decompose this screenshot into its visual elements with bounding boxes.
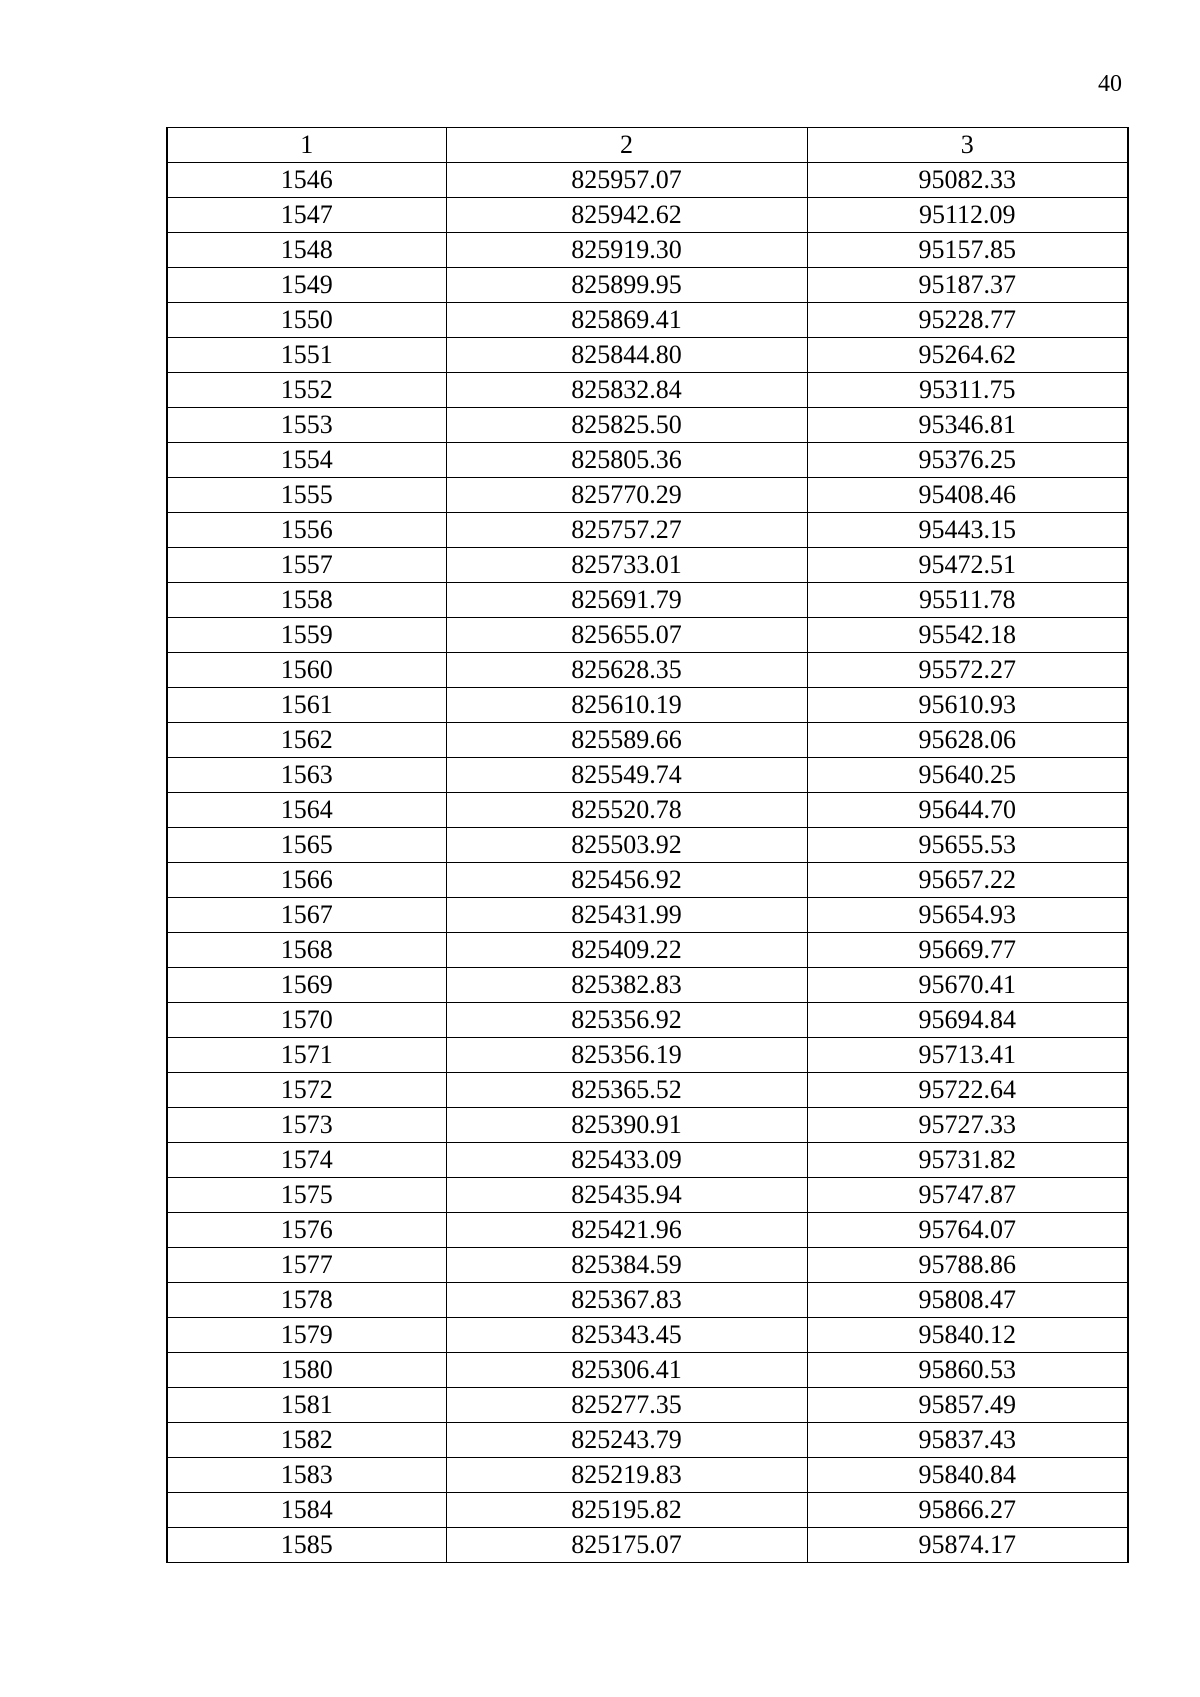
y-coordinate-cell: 95654.93 [807, 898, 1128, 933]
y-coordinate-cell: 95694.84 [807, 1003, 1128, 1038]
x-coordinate-cell: 825770.29 [446, 478, 807, 513]
x-coordinate-cell: 825825.50 [446, 408, 807, 443]
x-coordinate-cell: 825195.82 [446, 1493, 807, 1528]
table-row [167, 303, 1128, 338]
point-number-cell: 1566 [167, 863, 446, 898]
x-coordinate-cell: 825456.92 [446, 863, 807, 898]
point-number-cell: 1550 [167, 303, 446, 338]
y-coordinate-cell: 95808.47 [807, 1283, 1128, 1318]
x-coordinate-cell: 825306.41 [446, 1353, 807, 1388]
point-number-cell: 1567 [167, 898, 446, 933]
y-coordinate-cell: 95713.41 [807, 1038, 1128, 1073]
table-row [167, 163, 1128, 198]
x-coordinate-cell: 825899.95 [446, 268, 807, 303]
point-number-cell: 1563 [167, 758, 446, 793]
y-coordinate-cell: 95311.75 [807, 373, 1128, 408]
table-row [167, 793, 1128, 828]
table-row [167, 443, 1128, 478]
y-coordinate-cell: 95346.81 [807, 408, 1128, 443]
point-number-cell: 1582 [167, 1423, 446, 1458]
point-number-cell: 1562 [167, 723, 446, 758]
table-row [167, 1248, 1128, 1283]
x-coordinate-cell: 825919.30 [446, 233, 807, 268]
point-number-cell: 1547 [167, 198, 446, 233]
y-coordinate-cell: 95157.85 [807, 233, 1128, 268]
point-number-cell: 1574 [167, 1143, 446, 1178]
y-coordinate-cell: 95187.37 [807, 268, 1128, 303]
point-number-cell: 1559 [167, 618, 446, 653]
table-row [167, 548, 1128, 583]
point-number-cell: 1551 [167, 338, 446, 373]
y-coordinate-cell: 95722.64 [807, 1073, 1128, 1108]
point-number-cell: 1572 [167, 1073, 446, 1108]
table-row [167, 583, 1128, 618]
point-number-cell: 1560 [167, 653, 446, 688]
x-coordinate-cell: 825655.07 [446, 618, 807, 653]
coordinates-table-body [167, 128, 1128, 1563]
y-coordinate-cell: 95640.25 [807, 758, 1128, 793]
table-row [167, 863, 1128, 898]
x-coordinate-cell: 825219.83 [446, 1458, 807, 1493]
table-row [167, 1493, 1128, 1528]
x-coordinate-cell: 825243.79 [446, 1423, 807, 1458]
table-row [167, 828, 1128, 863]
point-number-cell: 1569 [167, 968, 446, 1003]
point-number-cell: 1546 [167, 163, 446, 198]
table-row [167, 968, 1128, 1003]
y-coordinate-cell: 95376.25 [807, 443, 1128, 478]
y-coordinate-cell: 95747.87 [807, 1178, 1128, 1213]
x-coordinate-cell: 825832.84 [446, 373, 807, 408]
y-coordinate-cell: 95511.78 [807, 583, 1128, 618]
y-coordinate-cell: 95228.77 [807, 303, 1128, 338]
point-number-cell: 1556 [167, 513, 446, 548]
table-header-row [167, 128, 1128, 163]
table-row [167, 1178, 1128, 1213]
x-coordinate-cell: 825175.07 [446, 1528, 807, 1563]
point-number-cell: 1580 [167, 1353, 446, 1388]
point-number-cell: 1581 [167, 1388, 446, 1423]
column-header-2: 2 [446, 128, 807, 163]
table-row [167, 478, 1128, 513]
point-number-cell: 1565 [167, 828, 446, 863]
y-coordinate-cell: 95644.70 [807, 793, 1128, 828]
y-coordinate-cell: 95866.27 [807, 1493, 1128, 1528]
point-number-cell: 1568 [167, 933, 446, 968]
table-row [167, 1003, 1128, 1038]
x-coordinate-cell: 825367.83 [446, 1283, 807, 1318]
table-row [167, 1388, 1128, 1423]
x-coordinate-cell: 825844.80 [446, 338, 807, 373]
table-row [167, 1143, 1128, 1178]
x-coordinate-cell: 825503.92 [446, 828, 807, 863]
table-row [167, 1528, 1128, 1563]
table-row [167, 268, 1128, 303]
table-row [167, 618, 1128, 653]
x-coordinate-cell: 825757.27 [446, 513, 807, 548]
y-coordinate-cell: 95727.33 [807, 1108, 1128, 1143]
table-row [167, 338, 1128, 373]
x-coordinate-cell: 825549.74 [446, 758, 807, 793]
table-row [167, 758, 1128, 793]
page-number: 40 [1098, 71, 1122, 97]
point-number-cell: 1584 [167, 1493, 446, 1528]
y-coordinate-cell: 95082.33 [807, 163, 1128, 198]
y-coordinate-cell: 95670.41 [807, 968, 1128, 1003]
point-number-cell: 1571 [167, 1038, 446, 1073]
point-number-cell: 1549 [167, 268, 446, 303]
table-row [167, 1038, 1128, 1073]
point-number-cell: 1578 [167, 1283, 446, 1318]
coordinates-table [166, 127, 1129, 1563]
point-number-cell: 1585 [167, 1528, 446, 1563]
table-row [167, 933, 1128, 968]
point-number-cell: 1577 [167, 1248, 446, 1283]
table-row [167, 688, 1128, 723]
x-coordinate-cell: 825733.01 [446, 548, 807, 583]
y-coordinate-cell: 95669.77 [807, 933, 1128, 968]
point-number-cell: 1553 [167, 408, 446, 443]
table-row [167, 233, 1128, 268]
point-number-cell: 1554 [167, 443, 446, 478]
x-coordinate-cell: 825356.92 [446, 1003, 807, 1038]
x-coordinate-cell: 825520.78 [446, 793, 807, 828]
table-row [167, 898, 1128, 933]
x-coordinate-cell: 825610.19 [446, 688, 807, 723]
y-coordinate-cell: 95655.53 [807, 828, 1128, 863]
y-coordinate-cell: 95840.84 [807, 1458, 1128, 1493]
y-coordinate-cell: 95610.93 [807, 688, 1128, 723]
table-row [167, 1318, 1128, 1353]
y-coordinate-cell: 95874.17 [807, 1528, 1128, 1563]
point-number-cell: 1573 [167, 1108, 446, 1143]
y-coordinate-cell: 95408.46 [807, 478, 1128, 513]
x-coordinate-cell: 825942.62 [446, 198, 807, 233]
x-coordinate-cell: 825277.35 [446, 1388, 807, 1423]
table-row [167, 723, 1128, 758]
y-coordinate-cell: 95860.53 [807, 1353, 1128, 1388]
x-coordinate-cell: 825431.99 [446, 898, 807, 933]
point-number-cell: 1564 [167, 793, 446, 828]
table-row [167, 373, 1128, 408]
table-row [167, 1283, 1128, 1318]
table-row [167, 1353, 1128, 1388]
x-coordinate-cell: 825589.66 [446, 723, 807, 758]
table-row [167, 1423, 1128, 1458]
y-coordinate-cell: 95788.86 [807, 1248, 1128, 1283]
y-coordinate-cell: 95840.12 [807, 1318, 1128, 1353]
point-number-cell: 1552 [167, 373, 446, 408]
table-row [167, 1108, 1128, 1143]
point-number-cell: 1558 [167, 583, 446, 618]
table-row [167, 1458, 1128, 1493]
x-coordinate-cell: 825384.59 [446, 1248, 807, 1283]
point-number-cell: 1575 [167, 1178, 446, 1213]
x-coordinate-cell: 825433.09 [446, 1143, 807, 1178]
x-coordinate-cell: 825356.19 [446, 1038, 807, 1073]
y-coordinate-cell: 95112.09 [807, 198, 1128, 233]
x-coordinate-cell: 825421.96 [446, 1213, 807, 1248]
y-coordinate-cell: 95472.51 [807, 548, 1128, 583]
table-row [167, 513, 1128, 548]
table-row [167, 653, 1128, 688]
point-number-cell: 1557 [167, 548, 446, 583]
x-coordinate-cell: 825365.52 [446, 1073, 807, 1108]
point-number-cell: 1579 [167, 1318, 446, 1353]
x-coordinate-cell: 825805.36 [446, 443, 807, 478]
x-coordinate-cell: 825390.91 [446, 1108, 807, 1143]
y-coordinate-cell: 95628.06 [807, 723, 1128, 758]
x-coordinate-cell: 825869.41 [446, 303, 807, 338]
x-coordinate-cell: 825409.22 [446, 933, 807, 968]
x-coordinate-cell: 825382.83 [446, 968, 807, 1003]
x-coordinate-cell: 825628.35 [446, 653, 807, 688]
point-number-cell: 1561 [167, 688, 446, 723]
y-coordinate-cell: 95264.62 [807, 338, 1128, 373]
y-coordinate-cell: 95731.82 [807, 1143, 1128, 1178]
x-coordinate-cell: 825343.45 [446, 1318, 807, 1353]
x-coordinate-cell: 825435.94 [446, 1178, 807, 1213]
x-coordinate-cell: 825957.07 [446, 163, 807, 198]
table-row [167, 1213, 1128, 1248]
y-coordinate-cell: 95542.18 [807, 618, 1128, 653]
y-coordinate-cell: 95657.22 [807, 863, 1128, 898]
y-coordinate-cell: 95764.07 [807, 1213, 1128, 1248]
y-coordinate-cell: 95572.27 [807, 653, 1128, 688]
table-row [167, 1073, 1128, 1108]
y-coordinate-cell: 95443.15 [807, 513, 1128, 548]
y-coordinate-cell: 95857.49 [807, 1388, 1128, 1423]
column-header-1: 1 [167, 128, 446, 163]
y-coordinate-cell: 95837.43 [807, 1423, 1128, 1458]
x-coordinate-cell: 825691.79 [446, 583, 807, 618]
point-number-cell: 1570 [167, 1003, 446, 1038]
column-header-3: 3 [807, 128, 1128, 163]
point-number-cell: 1583 [167, 1458, 446, 1493]
point-number-cell: 1548 [167, 233, 446, 268]
point-number-cell: 1576 [167, 1213, 446, 1248]
table-row [167, 408, 1128, 443]
table-row [167, 198, 1128, 233]
point-number-cell: 1555 [167, 478, 446, 513]
